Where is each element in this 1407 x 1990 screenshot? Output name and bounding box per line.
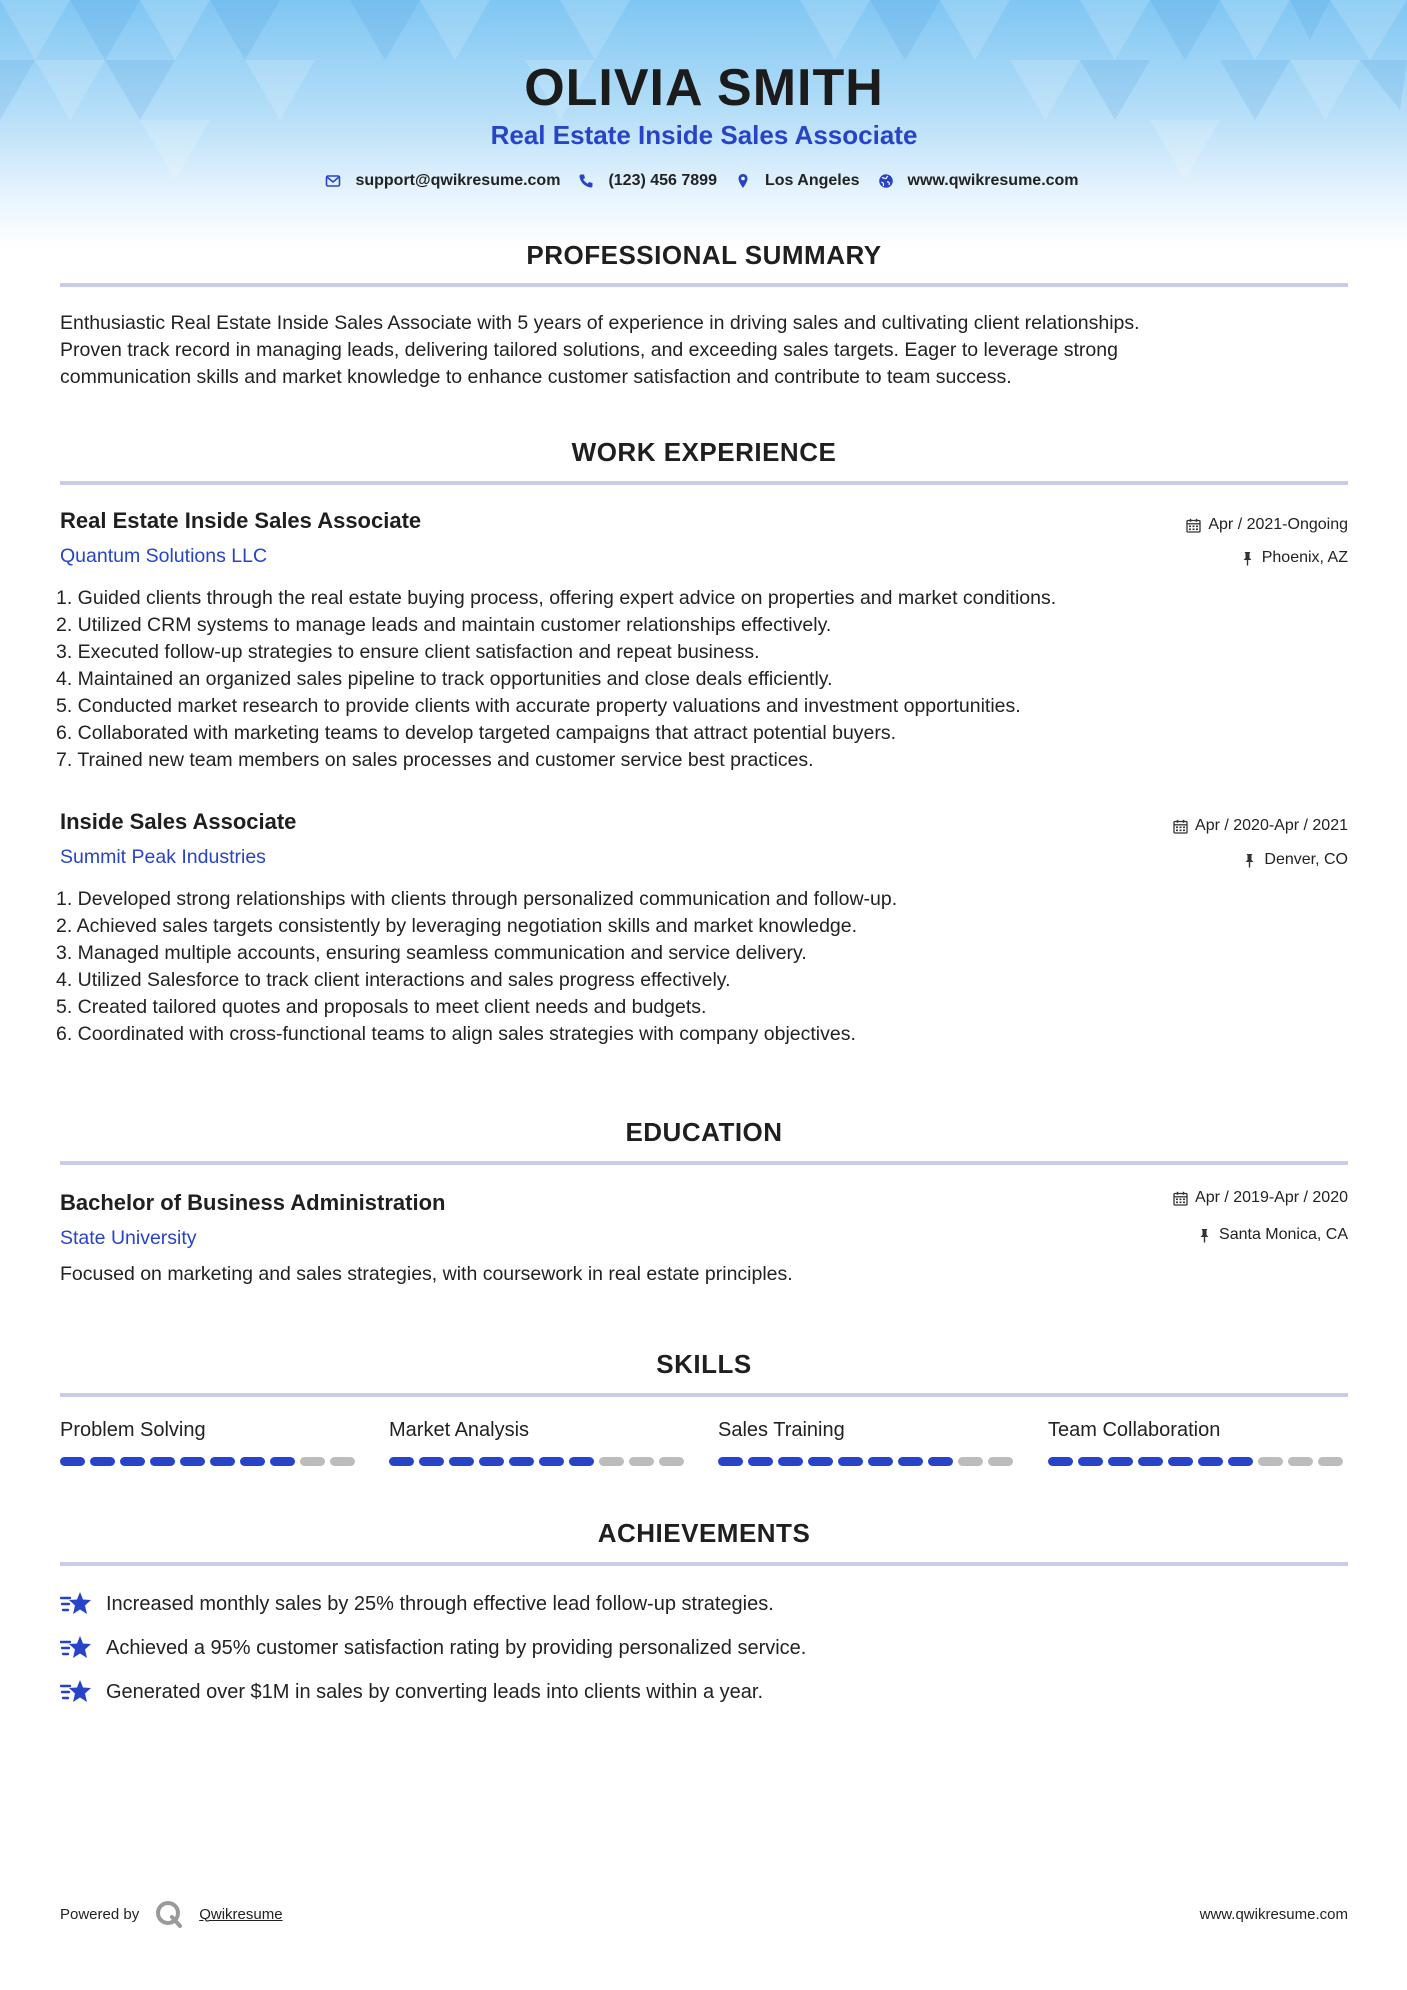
list-item: 2. Achieved sales targets consistently by leveraging negotiation skills and market knowledge. bbox=[56, 915, 858, 937]
skill-segment-filled bbox=[180, 1457, 205, 1466]
skill-segment-filled bbox=[898, 1457, 923, 1466]
skill-segment-filled bbox=[539, 1457, 564, 1466]
pushpin-icon bbox=[1240, 551, 1255, 566]
skill-segment-filled bbox=[240, 1457, 265, 1466]
achievement-item bbox=[60, 1590, 774, 1618]
job-bullets bbox=[56, 585, 1346, 774]
section-divider bbox=[60, 1393, 1348, 1397]
pushpin-icon bbox=[1197, 1228, 1212, 1243]
education-description: Focused on marketing and sales strategies, with coursework in real estate principles. bbox=[60, 1263, 793, 1285]
skill-segment-filled bbox=[718, 1457, 743, 1466]
skill-segment-filled bbox=[120, 1457, 145, 1466]
dates-text: Apr / 2021-Ongoing bbox=[1208, 516, 1348, 533]
contact-location bbox=[735, 172, 860, 190]
candidate-role: Real Estate Inside Sales Associate bbox=[490, 120, 918, 150]
qwikresume-link[interactable]: Qwikresume bbox=[199, 1905, 283, 1923]
skill-item bbox=[718, 1419, 1018, 1466]
skill-segment-empty bbox=[1288, 1457, 1313, 1466]
job-location bbox=[1240, 549, 1348, 567]
skill-segment-filled bbox=[748, 1457, 773, 1466]
skill-level-bar bbox=[60, 1457, 360, 1466]
summary-line: communication skills and market knowledge to enhance customer satisfaction and contribute to team success. bbox=[60, 366, 1012, 388]
skill-segment-empty bbox=[629, 1457, 654, 1466]
school-name: State University bbox=[60, 1227, 197, 1249]
dates-text: Apr / 2019-Apr / 2020 bbox=[1195, 1189, 1348, 1206]
phone-icon bbox=[578, 173, 594, 189]
skill-segment-empty bbox=[1258, 1457, 1283, 1466]
footer-powered-by bbox=[60, 1900, 283, 1928]
list-item: 2. Utilized CRM systems to manage leads and maintain customer relationships effectively. bbox=[56, 614, 832, 636]
skill-name: Team Collaboration bbox=[1048, 1419, 1221, 1441]
list-item: 7. Trained new team members on sales processes and customer service best practices. bbox=[56, 749, 814, 771]
calendar-icon bbox=[1173, 1191, 1188, 1206]
job-dates bbox=[1186, 516, 1348, 534]
envelope-icon bbox=[325, 173, 341, 189]
dates-text: Apr / 2020-Apr / 2021 bbox=[1195, 817, 1348, 834]
list-item: 3. Managed multiple accounts, ensuring seamless communication and service delivery. bbox=[56, 942, 807, 964]
skill-segment-filled bbox=[419, 1457, 444, 1466]
summary-line: Proven track record in managing leads, delivering tailored solutions, and exceeding sales targets. Eager to leverage strong bbox=[60, 339, 1118, 361]
skill-segment-filled bbox=[60, 1457, 85, 1466]
powered-by-label: Powered by bbox=[60, 1905, 140, 1923]
skill-item bbox=[389, 1419, 689, 1466]
experience-heading: WORK EXPERIENCE bbox=[571, 437, 837, 467]
skill-segment-filled bbox=[210, 1457, 235, 1466]
list-item: 4. Maintained an organized sales pipeline to track opportunities and close deals efficiently. bbox=[56, 668, 833, 690]
location-text: Los Angeles bbox=[764, 172, 860, 189]
skill-level-bar bbox=[389, 1457, 689, 1466]
achievement-text: Achieved a 95% customer satisfaction rating by providing personalized service. bbox=[106, 1636, 807, 1659]
skill-level-bar bbox=[1048, 1457, 1348, 1466]
location-text: Phoenix, AZ bbox=[1261, 549, 1348, 566]
achievement-text: Generated over $1M in sales by converting leads into clients within a year. bbox=[106, 1680, 764, 1703]
skill-segment-filled bbox=[1198, 1457, 1223, 1466]
section-divider bbox=[60, 283, 1348, 287]
section-divider bbox=[60, 481, 1348, 485]
education-dates bbox=[1173, 1189, 1348, 1207]
list-item: 6. Collaborated with marketing teams to develop targeted campaigns that attract potential buyers. bbox=[56, 722, 897, 744]
skill-level-bar bbox=[718, 1457, 1018, 1466]
skill-segment-filled bbox=[479, 1457, 504, 1466]
summary-text bbox=[60, 310, 1348, 391]
skill-segment-filled bbox=[90, 1457, 115, 1466]
skill-segment-empty bbox=[330, 1457, 355, 1466]
skill-segment-empty bbox=[988, 1457, 1013, 1466]
list-item: 5. Created tailored quotes and proposals to meet client needs and budgets. bbox=[56, 996, 707, 1018]
star-icon bbox=[60, 1634, 92, 1662]
skill-segment-filled bbox=[270, 1457, 295, 1466]
skill-segment-filled bbox=[838, 1457, 863, 1466]
skill-name: Market Analysis bbox=[389, 1419, 530, 1441]
email-text: support@qwikresume.com bbox=[355, 172, 561, 189]
skill-segment-filled bbox=[389, 1457, 414, 1466]
section-divider bbox=[60, 1562, 1348, 1566]
skill-segment-filled bbox=[1138, 1457, 1163, 1466]
degree-title: Bachelor of Business Administration bbox=[60, 1190, 446, 1215]
skill-segment-filled bbox=[1228, 1457, 1253, 1466]
education-location bbox=[1197, 1226, 1348, 1244]
summary-line: Enthusiastic Real Estate Inside Sales Associate with 5 years of experience in driving sales and cultivating client relationships. bbox=[60, 312, 1140, 334]
achievement-text: Increased monthly sales by 25% through effective lead follow-up strategies. bbox=[106, 1592, 774, 1615]
globe-icon bbox=[878, 173, 894, 189]
skill-segment-empty bbox=[659, 1457, 684, 1466]
skill-segment-filled bbox=[449, 1457, 474, 1466]
skill-item bbox=[60, 1419, 360, 1466]
skills-heading: SKILLS bbox=[656, 1349, 752, 1379]
job-title: Real Estate Inside Sales Associate bbox=[60, 508, 422, 533]
company-name: Quantum Solutions LLC bbox=[60, 545, 268, 567]
contact-website[interactable] bbox=[878, 172, 1079, 190]
skill-segment-filled bbox=[1108, 1457, 1133, 1466]
skill-name: Problem Solving bbox=[60, 1419, 206, 1441]
star-icon bbox=[60, 1590, 92, 1618]
skill-name: Sales Training bbox=[718, 1419, 845, 1441]
website-text: www.qwikresume.com bbox=[907, 172, 1079, 189]
job-location bbox=[1242, 851, 1348, 869]
job-title: Inside Sales Associate bbox=[60, 809, 297, 834]
list-item: 3. Executed follow-up strategies to ensure client satisfaction and repeat business. bbox=[56, 641, 760, 663]
list-item: 6. Coordinated with cross-functional teams to align sales strategies with company objectives. bbox=[56, 1023, 856, 1045]
company-name: Summit Peak Industries bbox=[60, 846, 266, 868]
job-bullets bbox=[56, 886, 1346, 1048]
achievement-item bbox=[60, 1678, 763, 1706]
pushpin-icon bbox=[1242, 853, 1257, 868]
candidate-name: OLIVIA SMITH bbox=[524, 59, 884, 117]
skill-segment-filled bbox=[1048, 1457, 1073, 1466]
skill-segment-empty bbox=[1318, 1457, 1343, 1466]
skill-segment-empty bbox=[958, 1457, 983, 1466]
list-item: 4. Utilized Salesforce to track client interactions and sales progress effectively. bbox=[56, 969, 731, 991]
education-heading: EDUCATION bbox=[625, 1117, 783, 1147]
skill-segment-filled bbox=[778, 1457, 803, 1466]
phone-text: (123) 456 7899 bbox=[608, 172, 717, 189]
skill-segment-empty bbox=[599, 1457, 624, 1466]
skill-item bbox=[1048, 1419, 1348, 1466]
skill-segment-filled bbox=[1078, 1457, 1103, 1466]
skill-segment-filled bbox=[1168, 1457, 1193, 1466]
footer-website[interactable]: www.qwikresume.com bbox=[1199, 1906, 1348, 1923]
contact-email[interactable] bbox=[325, 172, 560, 190]
star-icon bbox=[60, 1678, 92, 1706]
map-pin-icon bbox=[735, 173, 751, 189]
achievements-heading: ACHIEVEMENTS bbox=[597, 1518, 811, 1548]
job-dates bbox=[1173, 817, 1348, 835]
list-item: 1. Guided clients through the real estate buying process, offering expert advice on properties and market conditions. bbox=[56, 587, 1057, 609]
section-divider bbox=[60, 1161, 1348, 1165]
qwikresume-logo-icon bbox=[155, 1900, 183, 1928]
summary-heading: PROFESSIONAL SUMMARY bbox=[526, 240, 882, 270]
list-item: 5. Conducted market research to provide clients with accurate property valuations and investment opportunities. bbox=[56, 695, 1021, 717]
contact-bar bbox=[60, 172, 1348, 190]
achievement-item bbox=[60, 1634, 806, 1662]
skill-segment-filled bbox=[569, 1457, 594, 1466]
location-text: Denver, CO bbox=[1264, 851, 1348, 868]
skill-segment-filled bbox=[928, 1457, 953, 1466]
skill-segment-empty bbox=[300, 1457, 325, 1466]
contact-phone[interactable] bbox=[578, 172, 717, 190]
calendar-icon bbox=[1173, 819, 1188, 834]
skill-segment-filled bbox=[509, 1457, 534, 1466]
skill-segment-filled bbox=[150, 1457, 175, 1466]
skill-segment-filled bbox=[868, 1457, 893, 1466]
list-item: 1. Developed strong relationships with clients through personalized communication and follow-up. bbox=[56, 888, 898, 910]
location-text: Santa Monica, CA bbox=[1219, 1226, 1348, 1243]
skill-segment-filled bbox=[808, 1457, 833, 1466]
calendar-icon bbox=[1186, 518, 1201, 533]
